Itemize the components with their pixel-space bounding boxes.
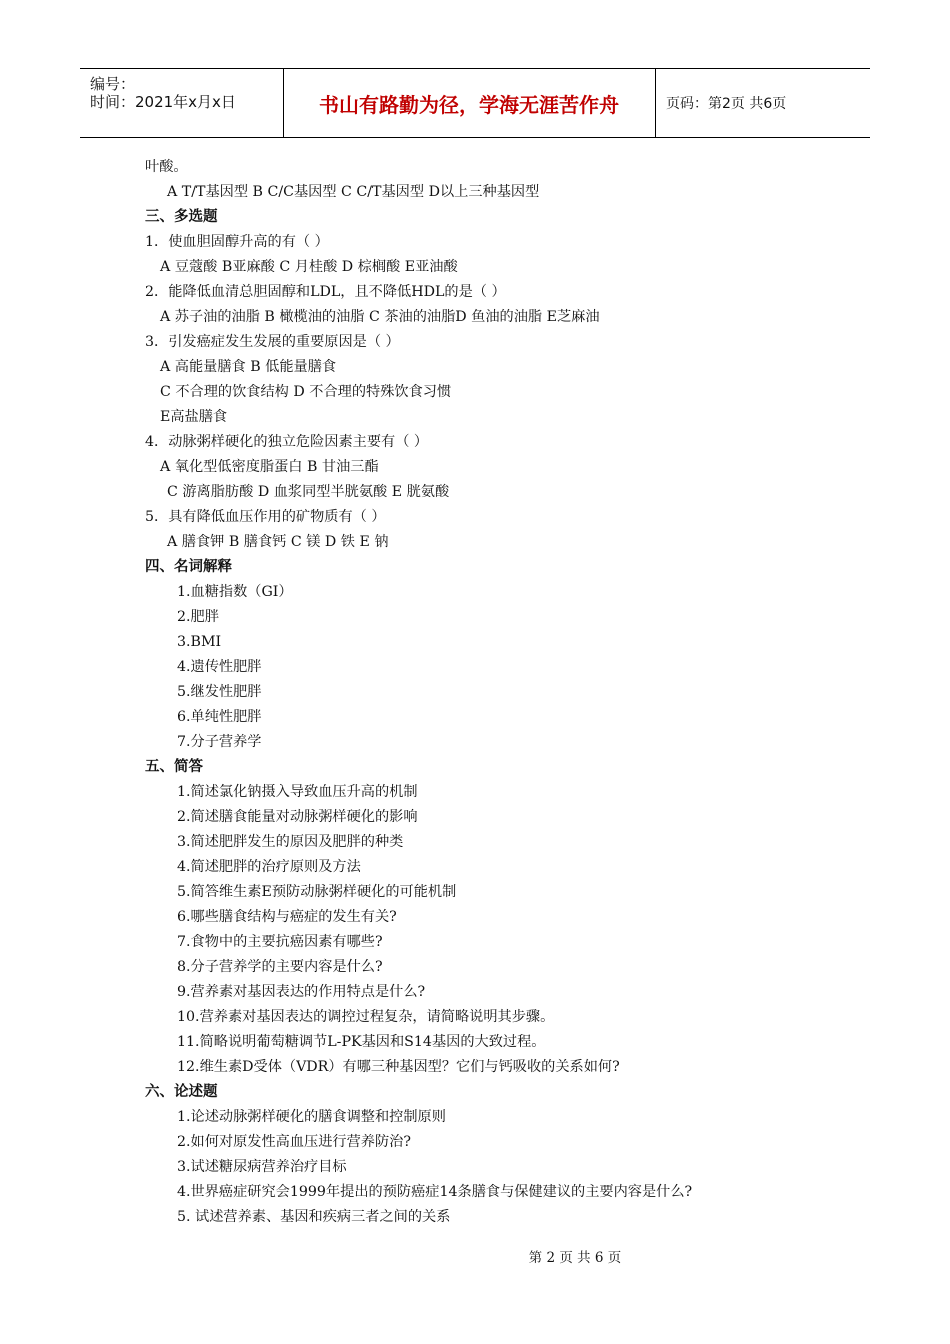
continuation-text: 叶酸。 xyxy=(145,159,188,175)
list-item: 3.简述肥胖发生的原因及肥胖的种类 xyxy=(177,834,404,850)
question-options: A 氧化型低密度脂蛋白 B 甘油三酯 xyxy=(160,459,379,475)
list-item: 6.单纯性肥胖 xyxy=(177,709,262,725)
question-options: C 游离脂肪酸 D 血浆同型半胱氨酸 E 胱氨酸 xyxy=(167,484,450,500)
header-info-cell xyxy=(80,69,284,137)
list-item: 5.继发性肥胖 xyxy=(177,684,262,700)
question-options: A 膳食钾 B 膳食钙 C 镁 D 铁 E 钠 xyxy=(167,534,389,550)
question: 3．引发癌症发生发展的重要原因是（ ） xyxy=(145,334,400,350)
doc-time-label: 时间：2021年x月x日 xyxy=(90,93,236,111)
section-title: 三、多选题 xyxy=(145,209,218,225)
question: 4．动脉粥样硬化的独立危险因素主要有（ ） xyxy=(145,434,429,450)
question-options: A 豆蔻酸 B亚麻酸 C 月桂酸 D 棕榈酸 E亚油酸 xyxy=(160,259,458,275)
doc-code-label: 编号： xyxy=(90,75,136,93)
list-item: 3.BMI xyxy=(177,634,222,650)
list-item: 4.世界癌症研究会1999年提出的预防癌症14条膳食与保健建议的主要内容是什么? xyxy=(177,1184,693,1200)
header-page-cell xyxy=(656,69,870,137)
header-motto-cell xyxy=(283,69,656,137)
question: 1．使血胆固醇升高的有（ ） xyxy=(145,234,329,250)
question-options: A 高能量膳食 B 低能量膳食 xyxy=(160,359,337,375)
list-item: 7.分子营养学 xyxy=(177,734,262,750)
list-item: 10.营养素对基因表达的调控过程复杂，请简略说明其步骤。 xyxy=(177,1009,555,1025)
section-title: 四、名词解释 xyxy=(145,559,232,575)
list-item: 2.如何对原发性高血压进行营养防治? xyxy=(177,1134,411,1150)
page-footer: 第 2 页 共 6 页 xyxy=(528,1250,622,1266)
question-options: C 不合理的饮食结构 D 不合理的特殊饮食习惯 xyxy=(160,384,452,400)
list-item: 7.食物中的主要抗癌因素有哪些? xyxy=(177,934,383,950)
list-item: 2.简述膳食能量对动脉粥样硬化的影响 xyxy=(177,809,418,825)
list-item: 4.遗传性肥胖 xyxy=(177,659,262,675)
list-item: 4.简述肥胖的治疗原则及方法 xyxy=(177,859,361,875)
section-title: 五、简答 xyxy=(145,759,203,775)
list-item: 9.营养素对基因表达的作用特点是什么? xyxy=(177,984,426,1000)
list-item: 1.论述动脉粥样硬化的膳食调整和控制原则 xyxy=(177,1109,446,1125)
list-item: 2.肥胖 xyxy=(177,609,219,625)
question: 2．能降低血清总胆固醇和LDL，且不降低HDL的是（ ） xyxy=(145,284,506,300)
list-item: 1.简述氯化钠摄入导致血压升高的机制 xyxy=(177,784,418,800)
list-item: 1.血糖指数（GI） xyxy=(177,584,293,600)
list-item: 8.分子营养学的主要内容是什么? xyxy=(177,959,383,975)
list-item: 11.简略说明葡萄糖调节L-PK基因和S14基因的大致过程。 xyxy=(177,1034,546,1050)
list-item: 6.哪些膳食结构与癌症的发生有关? xyxy=(177,909,397,925)
header-page-info: 页码：第2页 共6页 xyxy=(666,96,787,112)
list-item: 3.试述糖尿病营养治疗目标 xyxy=(177,1159,347,1175)
question-options: A T/T基因型 B C/C基因型 C C/T基因型 D以上三种基因型 xyxy=(167,184,540,200)
question-options: E高盐膳食 xyxy=(160,409,228,425)
list-item: 5.简答维生素E预防动脉粥样硬化的可能机制 xyxy=(177,884,457,900)
question: 5．具有降低血压作用的矿物质有（ ） xyxy=(145,509,386,525)
list-item: 12.维生素D受体（VDR）有哪三种基因型？它们与钙吸收的关系如何? xyxy=(177,1059,620,1075)
question-options: A 苏子油的油脂 B 橄榄油的油脂 C 茶油的油脂D 鱼油的油脂 E芝麻油 xyxy=(160,309,600,325)
list-item: 5. 试述营养素、基因和疾病三者之间的关系 xyxy=(177,1209,451,1225)
header-motto: 书山有路勤为径，学海无涯苦作舟 xyxy=(319,92,619,117)
page-header xyxy=(80,68,870,138)
section-title: 六、论述题 xyxy=(145,1084,218,1100)
document-body xyxy=(145,155,785,1230)
